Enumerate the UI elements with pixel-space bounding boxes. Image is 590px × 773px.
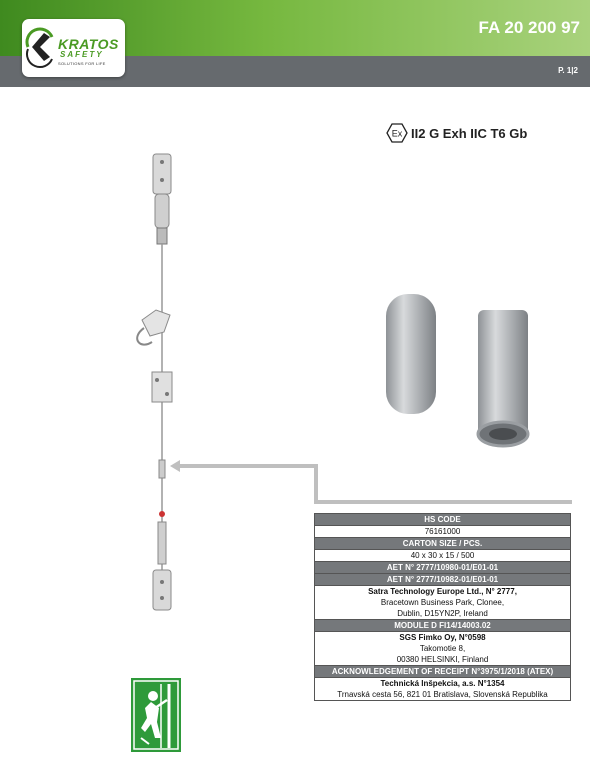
callout-arrow-head [170, 460, 180, 472]
notified-body-1-name: Satra Technology Europe Ltd., N° 2777, [368, 587, 517, 596]
crimp-pin-location [159, 460, 165, 478]
closed-pin [386, 294, 436, 414]
climber-icon [131, 678, 181, 752]
notified-body-2-name: SGS Fimko Oy, N°0598 [399, 633, 486, 642]
product-code: FA 20 200 97 [478, 18, 580, 37]
aet-certificate-1: AET N° 2777/10980-01/E01-01 [315, 562, 571, 574]
top-tensioner [155, 194, 169, 228]
fall-arrester-shuttle [142, 310, 170, 336]
carton-value: 40 x 30 x 15 / 500 [315, 550, 571, 562]
brand-tagline: SOLUTIONS FOR LIFE [58, 61, 106, 66]
notified-body-1 [315, 586, 571, 620]
notified-body-2-line2: 00380 HELSINKI, Finland [396, 655, 489, 664]
notified-body-1-line2: Dublin, D15YN2P, Ireland [397, 609, 488, 618]
open-pin [478, 310, 528, 438]
ex-symbol: Ex [391, 128, 403, 139]
brand-logo [22, 19, 125, 77]
specification-table [314, 513, 571, 701]
notified-body-2 [315, 632, 571, 666]
hs-code-label: HS CODE [315, 514, 571, 526]
carton-label: CARTON SIZE / PCS. [315, 538, 571, 550]
intermediate-bracket [152, 372, 172, 402]
aet-certificate-2: AET N° 2777/10982-01/E01-01 [315, 574, 571, 586]
atex-text: II2 G Exh IIC T6 Gb [411, 125, 528, 141]
turnbuckle [158, 522, 166, 564]
notified-body-1-line1: Bracetown Business Park, Clonee, [380, 598, 505, 607]
bottom-anchor-bracket [153, 570, 171, 610]
notified-body-2-line1: Takomotie 8, [419, 644, 466, 653]
atex-marking [386, 123, 527, 143]
aluminium-pins-image [370, 280, 550, 455]
page-number: P. 1|2 [558, 66, 578, 75]
turnbuckle-indicator [159, 511, 165, 517]
module-label: MODULE D FI14/14003.02 [315, 620, 571, 632]
brand-name: KRATOS [58, 36, 119, 52]
callout-arrow-line [177, 466, 572, 502]
ex-hexagon-icon [386, 123, 408, 143]
notified-body-3 [315, 678, 571, 701]
notified-body-3-name: Technická Inšpekcia, a.s. N°1354 [380, 679, 505, 688]
notified-body-3-line1: Trnavská cesta 56, 821 01 Bratislava, Slovenská Republika [337, 690, 548, 699]
brand-sub: SAFETY [60, 50, 104, 59]
kratos-k-icon [24, 23, 58, 71]
fall-protection-pictogram [131, 678, 181, 752]
ack-label: ACKNOWLEDGEMENT OF RECEIPT N°3975/1/2018 (ATEX) [315, 666, 571, 678]
hs-code-value: 76161000 [315, 526, 571, 538]
